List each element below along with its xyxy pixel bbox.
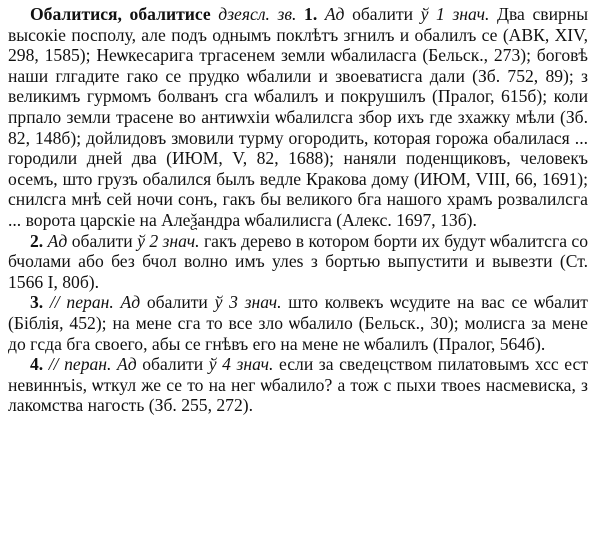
sense-text: Два свирны высокіе посполу, але подъ однымъ поклѣтъ згнилъ и обалилъ се (АВК, XIV, 298, 1585); Неѡкесарига тргасенем земли ѡбалиласга (Бельск., 273); боговѣ наши глгадите гако се прудко ѡбалили и звоеватисга дали (Зб. 752, 89); з великимъ гурмомъ болванъ сга ѡбалилъ и покрушилъ (Пралог, 615б); коли прпало земли трасене во антиѡхіи ѡбалилсга збор ихъ где зхажку мѣли (Зб. 82, 148б); дойлидовъ змовили турму огородить, которая горожа обалилася ... городили дней два (ИЮМ, V, 82, 1688); наняли поденщиковъ, человекъ осемъ, што грузъ обалился былъ ведле Кракова дому (ИЮМ, VIII, 66, 1691); снилсга мнѣ сей ночи сонъ, гакъ бы великого бга нашого храмъ розвалилсга ... ворота царскіе на Алеѯандра ѡбалилисга (Алекс. 1697, 13б). (8, 4, 589, 230)
sense-text: што колвекъ ѡсудите на вас се ѡбалит (Біблія, 452); на мене сга то все зло ѡбалило (Бельск., 30); молисга за мене до гсда бга своего, абы се гнѣвъ его на мене не ѡбалилъ (Пралог, 564б). (8, 292, 588, 354)
figurative-marker: // (49, 292, 60, 313)
entry-sense-1 (8, 4, 588, 231)
sense-text: если за сведецством пилатовымъ хсс ест невиннъіs, ѡткул же се то на нег ѡбалило? а тож с пыхи твоеs насмевиска, з лакомства нагость (Зб. 255, 272). (8, 354, 589, 416)
grammar-label: дзеясл. зв. (218, 4, 297, 24)
sense-text: гакъ дерево в котором борти их будут ѡбалитсга со бчолами або без бчол волно имъ улеs з бортью выпустити и вывезти (Ст. 1566 I, 80б). (8, 230, 589, 292)
sense-number: 4. (30, 354, 44, 375)
sense-number: 3. (30, 292, 44, 313)
reference-sense: ў 2 знач. (137, 230, 200, 251)
entry-sense-3 (8, 292, 588, 354)
headword: Обалитися, обалитисе (30, 4, 211, 24)
figurative-marker: // (48, 354, 59, 375)
entry-sense-4 (8, 354, 588, 416)
reference-word: обалити (352, 4, 414, 24)
reference-label: Ад (324, 4, 345, 24)
reference-label: перан. Ад (64, 354, 137, 375)
entry-sense-2 (8, 231, 588, 293)
sense-number: 2. (30, 230, 44, 251)
reference-sense: ў 1 знач. (420, 4, 490, 24)
sense-number: 1. (304, 4, 318, 24)
reference-sense: ў 3 знач. (214, 292, 282, 313)
reference-word: обалити (146, 292, 208, 313)
reference-word: обалити (142, 354, 204, 375)
reference-label: перан. Ад (66, 292, 141, 313)
reference-label: Ад (47, 230, 68, 251)
reference-word: обалити (71, 230, 133, 251)
reference-sense: ў 4 знач. (208, 354, 274, 375)
